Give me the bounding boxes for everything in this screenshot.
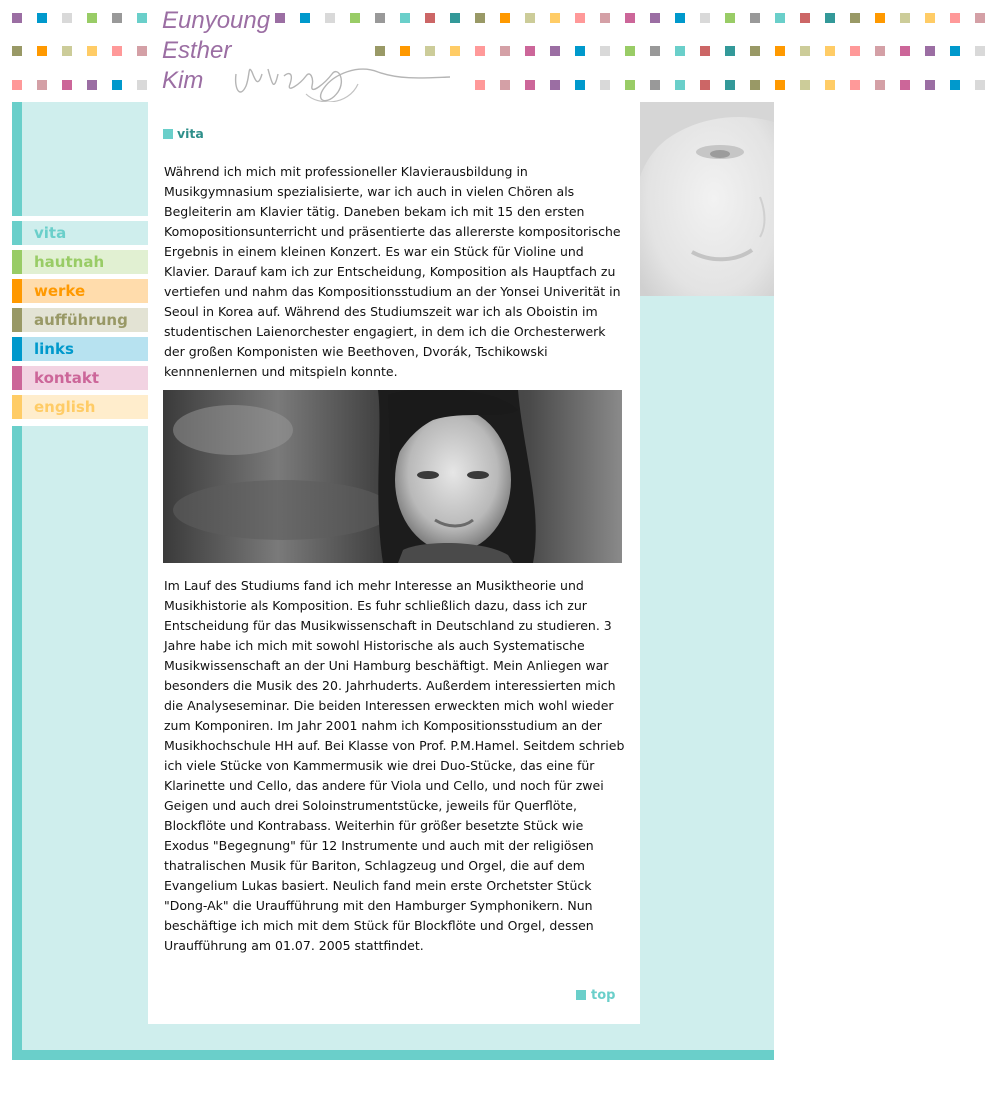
decorative-square [925, 46, 935, 56]
nav-item-hautnah[interactable] [12, 250, 148, 274]
bio-paragraph-2: Im Lauf des Studiums fand ich mehr Interesse an Musiktheorie und Musikhistorie als Komposition. Es fuhr schließlich dazu, dass ich zur Entscheidung für das Musikwissenschaft in Deutschland zu studieren. 3 Jahre habe ich mich mit sowohl Historische als auch Systematische Musikwissenschaft an der Uni Hamburg beschäftigt. Mein Anliegen war besonders die Musik des 20. Jahrhuderts. Außerdem interessierten mich die Analyseseminar. Die beiden Interessen erweckten mich wohl wieder zum Komponiren. Im Jahr 2001 nahm ich Kompositionsstudium an der Musikhochschule HH auf. Bei Klasse von Prof. P.M.Hamel. Seitdem schrieb ich viele Stücke von Kammermusik wie drei Duo-Stücke, das eine für Klarinette und Cello, das andere für Viola und Cello, und noch für zwei Geigen und auch drei Soloinstrumentstücke, jeweils für Querflöte, Blockflöte und Kontrabass. Weiterhin für größer besetzte Stück wie Exodus "Begegnung" für 12 Instrumente und auch mit der religiösen thatralischen Musik für Bariton, Schlagzeug und Orgel, die auf dem Evangelium Lukas basiert. Neulich fand mein erste Orchetster Stück "Dong-Ak" die Uraufführung mit den Hamburger Symphonikern. Nun beschäftige ich mich mit dem Stück für Blockflöte und Orgel, dessen Uraufführung am 01.07. 2005 stattfindet. [164, 578, 625, 953]
decorative-square [850, 46, 860, 56]
decorative-square [950, 46, 960, 56]
decorative-square [975, 80, 985, 90]
site-name-line-1: Eunyoung [162, 7, 271, 34]
decorative-square [900, 13, 910, 23]
decorative-square [525, 13, 535, 23]
top-square-icon [576, 990, 586, 1000]
nav-item-english[interactable] [12, 395, 148, 419]
decorative-square [825, 13, 835, 23]
nav-item-links[interactable] [12, 337, 148, 361]
decorative-square [850, 80, 860, 90]
nav-accent [12, 221, 22, 245]
decorative-square [137, 80, 147, 90]
decorative-square [37, 46, 47, 56]
nav-accent [12, 395, 22, 419]
decorative-square [112, 80, 122, 90]
frame-bottom-bar [12, 1050, 774, 1060]
decorative-square [775, 13, 785, 23]
decorative-square [425, 13, 435, 23]
decorative-square [500, 80, 510, 90]
decorative-square [62, 46, 72, 56]
decorative-square [875, 13, 885, 23]
decorative-square [975, 46, 985, 56]
decorative-square [825, 80, 835, 90]
decorative-square [900, 46, 910, 56]
header [0, 0, 1000, 100]
section-title: vita [177, 126, 204, 141]
decorative-square [375, 13, 385, 23]
decorative-square [37, 13, 47, 23]
heading-square-icon [163, 129, 173, 139]
decorative-square [12, 80, 22, 90]
decorative-square [62, 13, 72, 23]
decorative-square [625, 46, 635, 56]
decorative-square [112, 46, 122, 56]
decorative-square [475, 13, 485, 23]
decorative-square [750, 46, 760, 56]
decorative-square [600, 13, 610, 23]
decorative-square [750, 13, 760, 23]
decorative-square [650, 46, 660, 56]
decorative-square [550, 46, 560, 56]
decorative-square [975, 13, 985, 23]
portrait-photo [163, 390, 622, 563]
decorative-square [87, 13, 97, 23]
main-nav [12, 216, 148, 426]
decorative-square [850, 13, 860, 23]
decorative-square [600, 80, 610, 90]
decorative-square [650, 13, 660, 23]
decorative-square [700, 13, 710, 23]
decorative-square [300, 13, 310, 23]
decorative-square [450, 13, 460, 23]
nav-label: english [34, 398, 96, 416]
decorative-square [675, 80, 685, 90]
decorative-square [750, 80, 760, 90]
decorative-square [925, 80, 935, 90]
decorative-square [900, 80, 910, 90]
nav-label: links [34, 340, 74, 358]
decorative-square [137, 46, 147, 56]
decorative-square [650, 80, 660, 90]
decorative-square [550, 13, 560, 23]
decorative-square [675, 46, 685, 56]
decorative-square [62, 80, 72, 90]
decorative-square [137, 13, 147, 23]
decorative-square [275, 13, 285, 23]
nav-label: vita [34, 224, 67, 242]
site-name-line-3: Kim [162, 67, 204, 94]
decorative-square [37, 80, 47, 90]
decorative-square [87, 80, 97, 90]
decorative-square [12, 46, 22, 56]
nav-accent [12, 279, 22, 303]
decorative-square [550, 80, 560, 90]
decorative-square [525, 80, 535, 90]
top-link-label: top [591, 988, 616, 1003]
bio-paragraph-1: Während ich mich mit professioneller Klavierausbildung in Musikgymnasium spezialisierte, war ich auch in vielen Chören als Begleiterin am Klavier tätig. Daneben bekam ich mit 15 den ersten Komopositionsunterricht und präsentierte das allererste kompositorische Ergebnis in einem kleinen Konzert. Es war ein Stück für Violine und Klavier. Darauf kam ich zur Entscheidung, Komposition als Hauptfach zu vertiefen und nahm das Kompositionsstudium an der Yonsei Univerität in Seoul in Korea auf. Während des Studiumszeit war ich als Oboistin im studentischen Laienorchester engagiert, in dem ich die Orchesterwerk der großen Komponisten wie Beethoven, Dvorák, Tschikowski kennnenlernen und mitspieln konnte. [164, 164, 621, 379]
main-content [148, 102, 640, 1024]
decorative-square [775, 80, 785, 90]
nav-accent [12, 366, 22, 390]
nav-item-vita[interactable] [12, 221, 148, 245]
decorative-square [575, 46, 585, 56]
decorative-square [112, 13, 122, 23]
decorative-square [575, 80, 585, 90]
decorative-square [950, 13, 960, 23]
decorative-square [400, 13, 410, 23]
decorative-square [725, 46, 735, 56]
nav-accent [12, 337, 22, 361]
decorative-square [625, 13, 635, 23]
decorative-square [475, 46, 485, 56]
decorative-square [700, 46, 710, 56]
nav-item-werke[interactable] [12, 279, 148, 303]
nav-label: aufführung [34, 311, 128, 329]
decorative-square [12, 13, 22, 23]
nav-item-kontakt[interactable] [12, 366, 148, 390]
decorative-square [800, 46, 810, 56]
decorative-square [675, 13, 685, 23]
decorative-square [525, 46, 535, 56]
face-portrait-image [640, 102, 774, 296]
nav-item-auffuehrung[interactable] [12, 308, 148, 332]
site-name-line-2: Esther [162, 37, 232, 64]
decorative-square [950, 80, 960, 90]
decorative-square [325, 13, 335, 23]
decorative-square [725, 13, 735, 23]
decorative-square [475, 80, 485, 90]
decorative-square [500, 46, 510, 56]
decorative-square [625, 80, 635, 90]
nav-label: werke [34, 282, 86, 300]
nav-label: hautnah [34, 253, 105, 271]
decorative-square [500, 13, 510, 23]
nav-accent [12, 250, 22, 274]
decorative-square [87, 46, 97, 56]
decorative-square [350, 13, 360, 23]
decorative-square [825, 46, 835, 56]
decorative-square [925, 13, 935, 23]
nav-label: kontakt [34, 369, 99, 387]
decorative-square [875, 80, 885, 90]
decorative-square [775, 46, 785, 56]
decorative-square [800, 80, 810, 90]
decorative-square [800, 13, 810, 23]
decorative-square [725, 80, 735, 90]
nav-accent [12, 308, 22, 332]
decorative-square [600, 46, 610, 56]
decorative-square [700, 80, 710, 90]
decorative-square [575, 13, 585, 23]
decorative-square [875, 46, 885, 56]
